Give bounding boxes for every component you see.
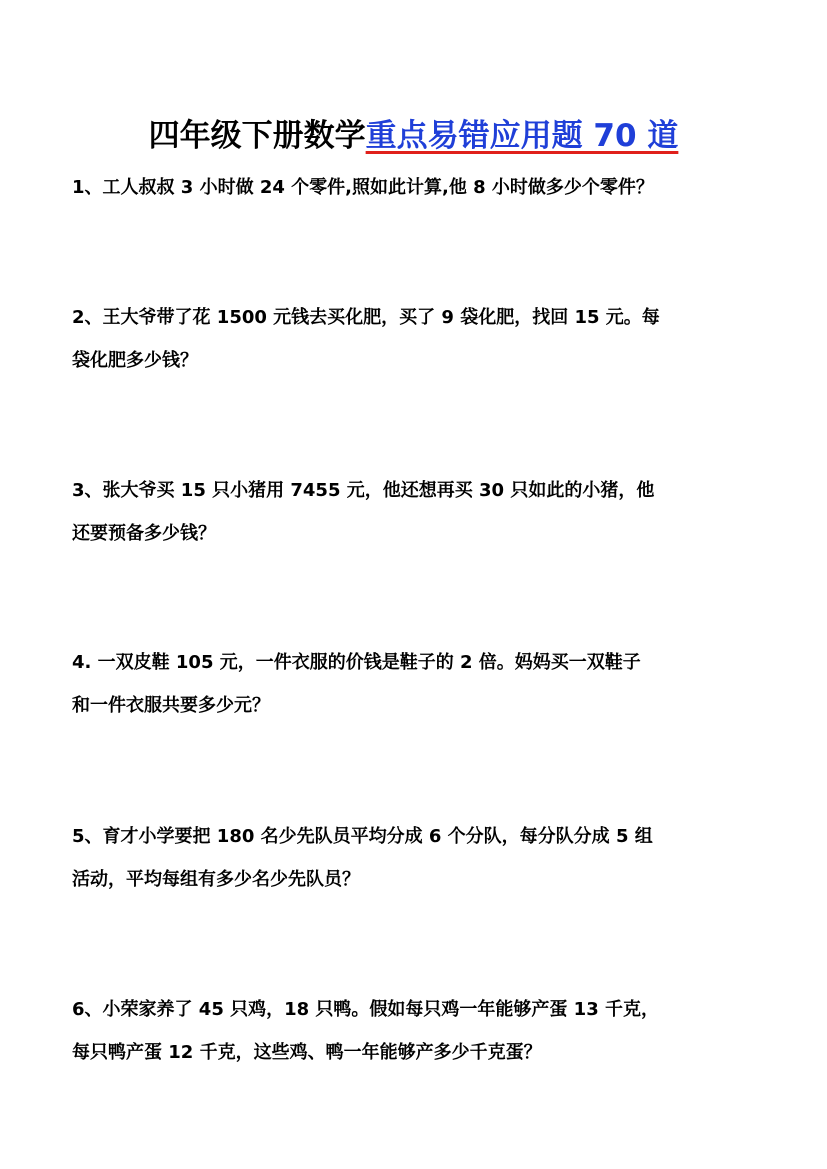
question-line: 1、工人叔叔 3 小时做 24 个零件,照如此计算,他 8 小时做多少个零件？ [72,177,654,198]
question-line: 6、小荣家养了 45 只鸡，18 只鸭。假如每只鸡一年能够产蛋 13 千克， [72,999,660,1020]
question-line: 5、育才小学要把 180 名少先队员平均分成 6 个分队，每分队分成 5 组 [72,826,653,847]
question-line: 4. 一双皮鞋 105 元，一件衣服的价钱是鞋子的 2 倍。妈妈买一双鞋子 [72,652,641,673]
question-line: 活动，平均每组有多少名少先队员？ [72,869,360,890]
question-line: 还要预备多少钱？ [72,523,216,544]
question-line: 2、王大爷带了花 1500 元钱去买化肥，买了 9 袋化肥，找回 15 元。每 [72,307,660,328]
question-4 [72,641,762,727]
question-line: 3、张大爷买 15 只小猪用 7455 元，他还想再买 30 只如此的小猪，他 [72,480,655,501]
question-1 [72,166,762,209]
question-5 [72,815,762,901]
question-line: 每只鸭产蛋 12 千克，这些鸡、鸭一年能够产多少千克蛋？ [72,1042,542,1063]
question-6 [72,988,762,1074]
question-line: 袋化肥多少钱？ [72,350,198,371]
title-part-highlight: 重点易错应用题 70 道 [365,118,679,154]
title-part-main: 四年级下册数学 [148,118,366,154]
page-title [0,116,827,156]
question-3 [72,469,762,555]
question-line: 和一件衣服共要多少元？ [72,695,270,716]
question-2 [72,296,762,382]
